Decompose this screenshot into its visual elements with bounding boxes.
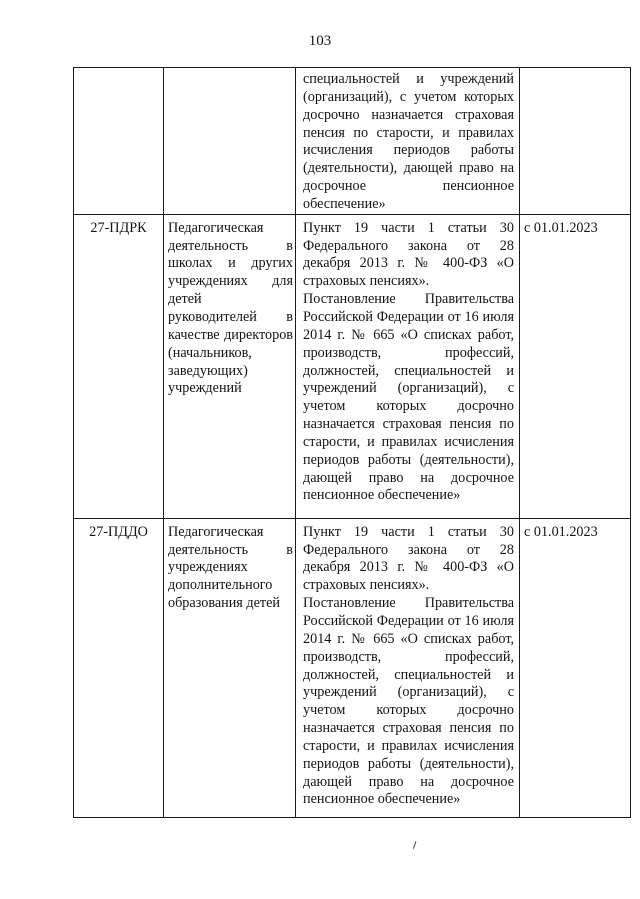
- table-row: [74, 518, 631, 817]
- date-cell: [520, 68, 631, 215]
- basis-cell: [296, 214, 520, 518]
- code-cell: [74, 518, 164, 817]
- date-text: с 01.01.2023: [524, 523, 598, 540]
- basis-law-text: Пункт 19 части 1 статьи 30 Федерального закона от 28 декабря 2013 г. № 400-ФЗ «О страховых пенсиях».: [303, 523, 514, 594]
- activity-cell: [164, 518, 296, 817]
- page-number: 103: [308, 33, 332, 49]
- date-text: с 01.01.2023: [524, 219, 598, 236]
- basis-resolution-text: Постановление Правительства Российской Федерации от 16 июля 2014 г. № 665 «О списках работ, производств, профессий, должностей, специальностей и учреждений (организаций), с учетом которых досрочно назначается страховая пенсия по старости, и правилах исчисления периодов работы (деятельности), дающей право на досрочное пенсионное обеспечение»: [303, 595, 514, 808]
- code-text: 27-ПДРК: [90, 219, 147, 236]
- basis-text: [296, 215, 519, 506]
- code-text: [74, 68, 163, 73]
- code-text: 27-ПДДО: [89, 523, 148, 540]
- pension-codes-table: [73, 67, 631, 818]
- scan-speck: [413, 841, 422, 851]
- date-text: [520, 68, 630, 73]
- code-cell: [74, 214, 164, 518]
- activity-text: Педагогическая деятельность в учреждениях дополнительного образования детей: [168, 523, 293, 612]
- activity-text: [164, 68, 295, 73]
- basis-cell: [296, 518, 520, 817]
- basis-resolution-text: Постановление Правительства Российской Федерации от 16 июля 2014 г. № 665 «О списках работ, производств, профессий, должностей, специальностей и учреждений (организаций), с учетом которых досрочно назначается страховая пенсия по старости, и правилах исчисления периодов работы (деятельности), дающей право на досрочное пенсионное обеспечение»: [303, 291, 514, 504]
- activity-cell: [164, 214, 296, 518]
- code-cell: [74, 68, 164, 215]
- date-cell: [520, 214, 631, 518]
- activity-text: Педагогическая деятельность в школах и других учреждениях для детей руководителей в качестве директоров (начальников, заведующих) учреждений: [168, 219, 293, 397]
- activity-cell: [164, 68, 296, 215]
- date-cell: [520, 518, 631, 817]
- basis-text: [296, 519, 519, 810]
- table-row: [74, 214, 631, 518]
- table-row-continued: [74, 68, 631, 215]
- basis-text-continued: специальностей и учреждений (организаций), с учетом которых досрочно назначается страховая пенсия по старости, и правилах исчисления периодов работы (деятельности), дающей право на досрочное пенсионное обеспечение»: [303, 71, 514, 212]
- basis-cell: [296, 68, 520, 215]
- basis-law-text: Пункт 19 части 1 статьи 30 Федерального закона от 28 декабря 2013 г. № 400-ФЗ «О страховых пенсиях».: [303, 219, 514, 290]
